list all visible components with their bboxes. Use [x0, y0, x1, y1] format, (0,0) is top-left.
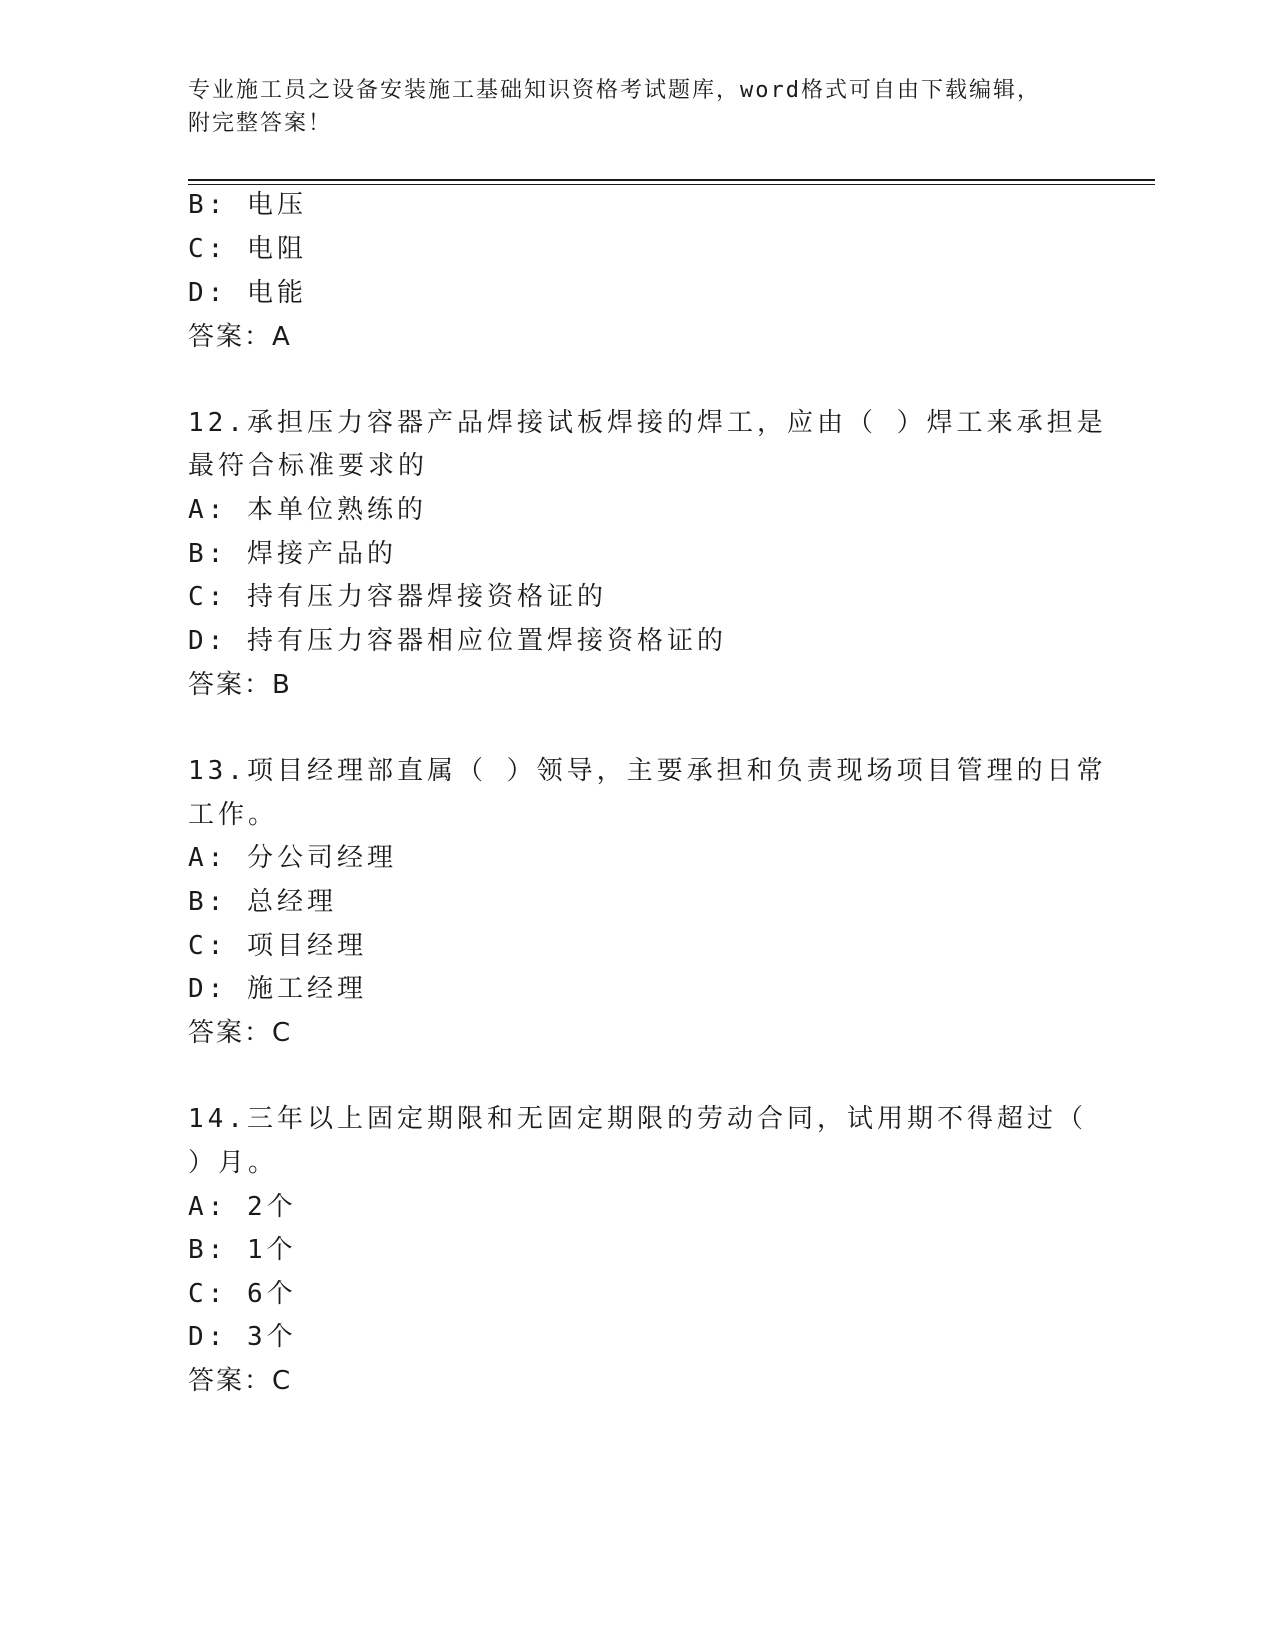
q11-option-b: B: 电压: [188, 190, 307, 220]
header-line-2: 附完整答案！: [188, 111, 333, 136]
q13-stem-line-2: 工作。: [188, 800, 279, 830]
q13-option-b: B: 总经理: [188, 887, 337, 917]
q11-answer: 答案：A: [188, 322, 292, 352]
q14-answer: 答案：C: [188, 1366, 293, 1396]
q13-option-d: D: 施工经理: [188, 974, 367, 1004]
q13-option-c: C: 项目经理: [188, 931, 367, 961]
q13-stem-line-1: 13.项目经理部直属（ ）领导，主要承担和负责现场项目管理的日常: [188, 756, 1107, 786]
header-line-1: 专业施工员之设备安装施工基础知识资格考试题库，word格式可自由下载编辑，: [188, 78, 1041, 103]
q12-stem-line-1: 12.承担压力容器产品焊接试板焊接的焊工，应由（ ）焊工来承担是: [188, 408, 1107, 438]
q12-stem-line-2: 最符合标准要求的: [188, 451, 429, 481]
q13-answer: 答案：C: [188, 1018, 293, 1048]
q13-option-a: A: 分公司经理: [188, 843, 397, 873]
q11-option-d: D: 电能: [188, 278, 307, 308]
document-header: [188, 74, 1068, 140]
q12-option-d: D: 持有压力容器相应位置焊接资格证的: [188, 626, 727, 656]
header-rule-thick: [188, 179, 1155, 181]
q14-option-a: A: 2个: [188, 1192, 297, 1222]
q12-option-a: A: 本单位熟练的: [188, 495, 427, 525]
header-rule-thin: [188, 184, 1155, 185]
q14-option-d: D: 3个: [188, 1322, 297, 1352]
q12-option-b: B: 焊接产品的: [188, 539, 397, 569]
q12-option-c: C: 持有压力容器焊接资格证的: [188, 582, 607, 612]
q11-option-c: C: 电阻: [188, 234, 307, 264]
q12-answer: 答案：B: [188, 670, 292, 700]
q14-stem-line-2: ）月。: [188, 1148, 279, 1178]
q14-stem-line-1: 14.三年以上固定期限和无固定期限的劳动合同，试用期不得超过（: [188, 1104, 1087, 1134]
q14-option-b: B: 1个: [188, 1235, 297, 1265]
q14-option-c: C: 6个: [188, 1279, 297, 1309]
